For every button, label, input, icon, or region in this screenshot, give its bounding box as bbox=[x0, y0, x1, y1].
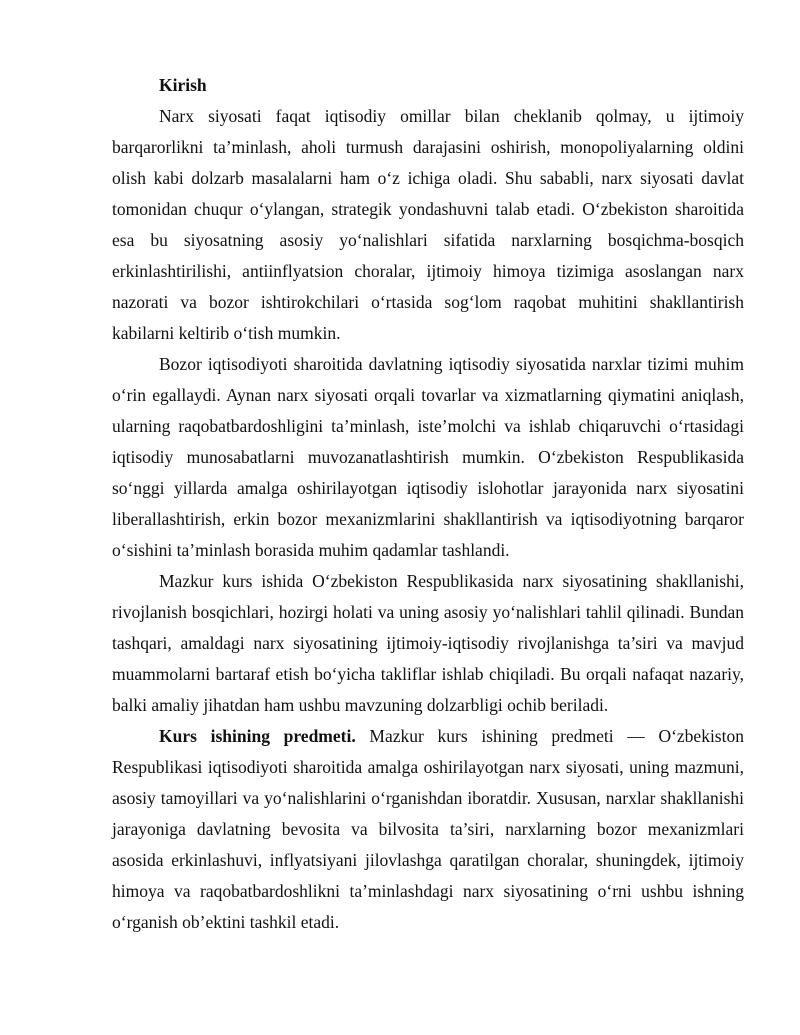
subject-paragraph bbox=[112, 721, 744, 938]
subject-body: Mazkur kurs ishining predmeti — O‘zbekiston Respublikasi iqtisodiyoti sharoitida amalga oshirilayotgan narx siyosati, uning mazmuni, asosiy tamoyillari va yo‘nalishlarini o‘rganishdan iboratdir. Xususan, narxlar shakllanishi jarayoniga davlatning bevosita va bilvosita ta’siri, narxlarning bozor mexanizmlari asosida erkinlashuvi, inflyatsiyani jilovlashga qaratilgan choralar, shuningdek, ijtimoiy himoya va raqobatbardoshlikni ta’minlashdagi narx siyosatining o‘rni ushbu ishning o‘rganish ob’ektini tashkil etadi. bbox=[112, 726, 744, 932]
document-body bbox=[112, 70, 744, 938]
subject-lead: Kurs ishining predmeti. bbox=[159, 726, 356, 746]
section-heading: Kirish bbox=[159, 75, 207, 95]
paragraph-1: Narx siyosati faqat iqtisodiy omillar bilan cheklanib qolmay, u ijtimoiy barqarorlikni ta’minlash, aholi turmush darajasini oshirish, monopoliyalarning oldini olish kabi dolzarb masalalarni ham o‘z ichiga oladi. Shu sababli, narx siyosati davlat tomonidan chuqur o‘ylangan, strategik yondashuvni talab etadi. O‘zbekiston sharoitida esa bu siyosatning asosiy yo‘nalishlari sifatida narxlarning bosqichma-bosqich erkinlashtirilishi, antiinflyatsion choralar, ijtimoiy himoya tizimiga asoslangan narx nazorati va bozor ishtirokchilari o‘rtasida sog‘lom raqobat muhitini shakllantirish kabilarni keltirib o‘tish mumkin. bbox=[112, 106, 744, 343]
paragraph-2: Bozor iqtisodiyoti sharoitida davlatning iqtisodiy siyosatida narxlar tizimi muhim o‘rin egallaydi. Aynan narx siyosati orqali tovarlar va xizmatlarning qiymatini aniqlash, ularning raqobatbardoshligini ta’minlash, iste’molchi va ishlab chiqaruvchi o‘rtasidagi iqtisodiy munosabatlarni muvozanatlashtirish mumkin. O‘zbekiston Respublikasida so‘nggi yillarda amalga oshirilayotgan iqtisodiy islohotlar jarayonida narx siyosatini liberallashtirish, erkin bozor mexanizmlarini shakllantirish va iqtisodiyotning barqaror o‘sishini ta’minlash borasida muhim qadamlar tashlandi. bbox=[112, 354, 744, 560]
paragraph-3: Mazkur kurs ishida O‘zbekiston Respublikasida narx siyosatining shakllanishi, rivojlanish bosqichlari, hozirgi holati va uning asosiy yo‘nalishlari tahlil qilinadi. Bundan tashqari, amaldagi narx siyosatining ijtimoiy-iqtisodiy rivojlanishga ta’siri va mavjud muammolarni bartaraf etish bo‘yicha takliflar ishlab chiqiladi. Bu orqali nafaqat nazariy, balki amaliy jihatdan ham ushbu mavzuning dolzarbligi ochib beriladi. bbox=[112, 571, 744, 715]
